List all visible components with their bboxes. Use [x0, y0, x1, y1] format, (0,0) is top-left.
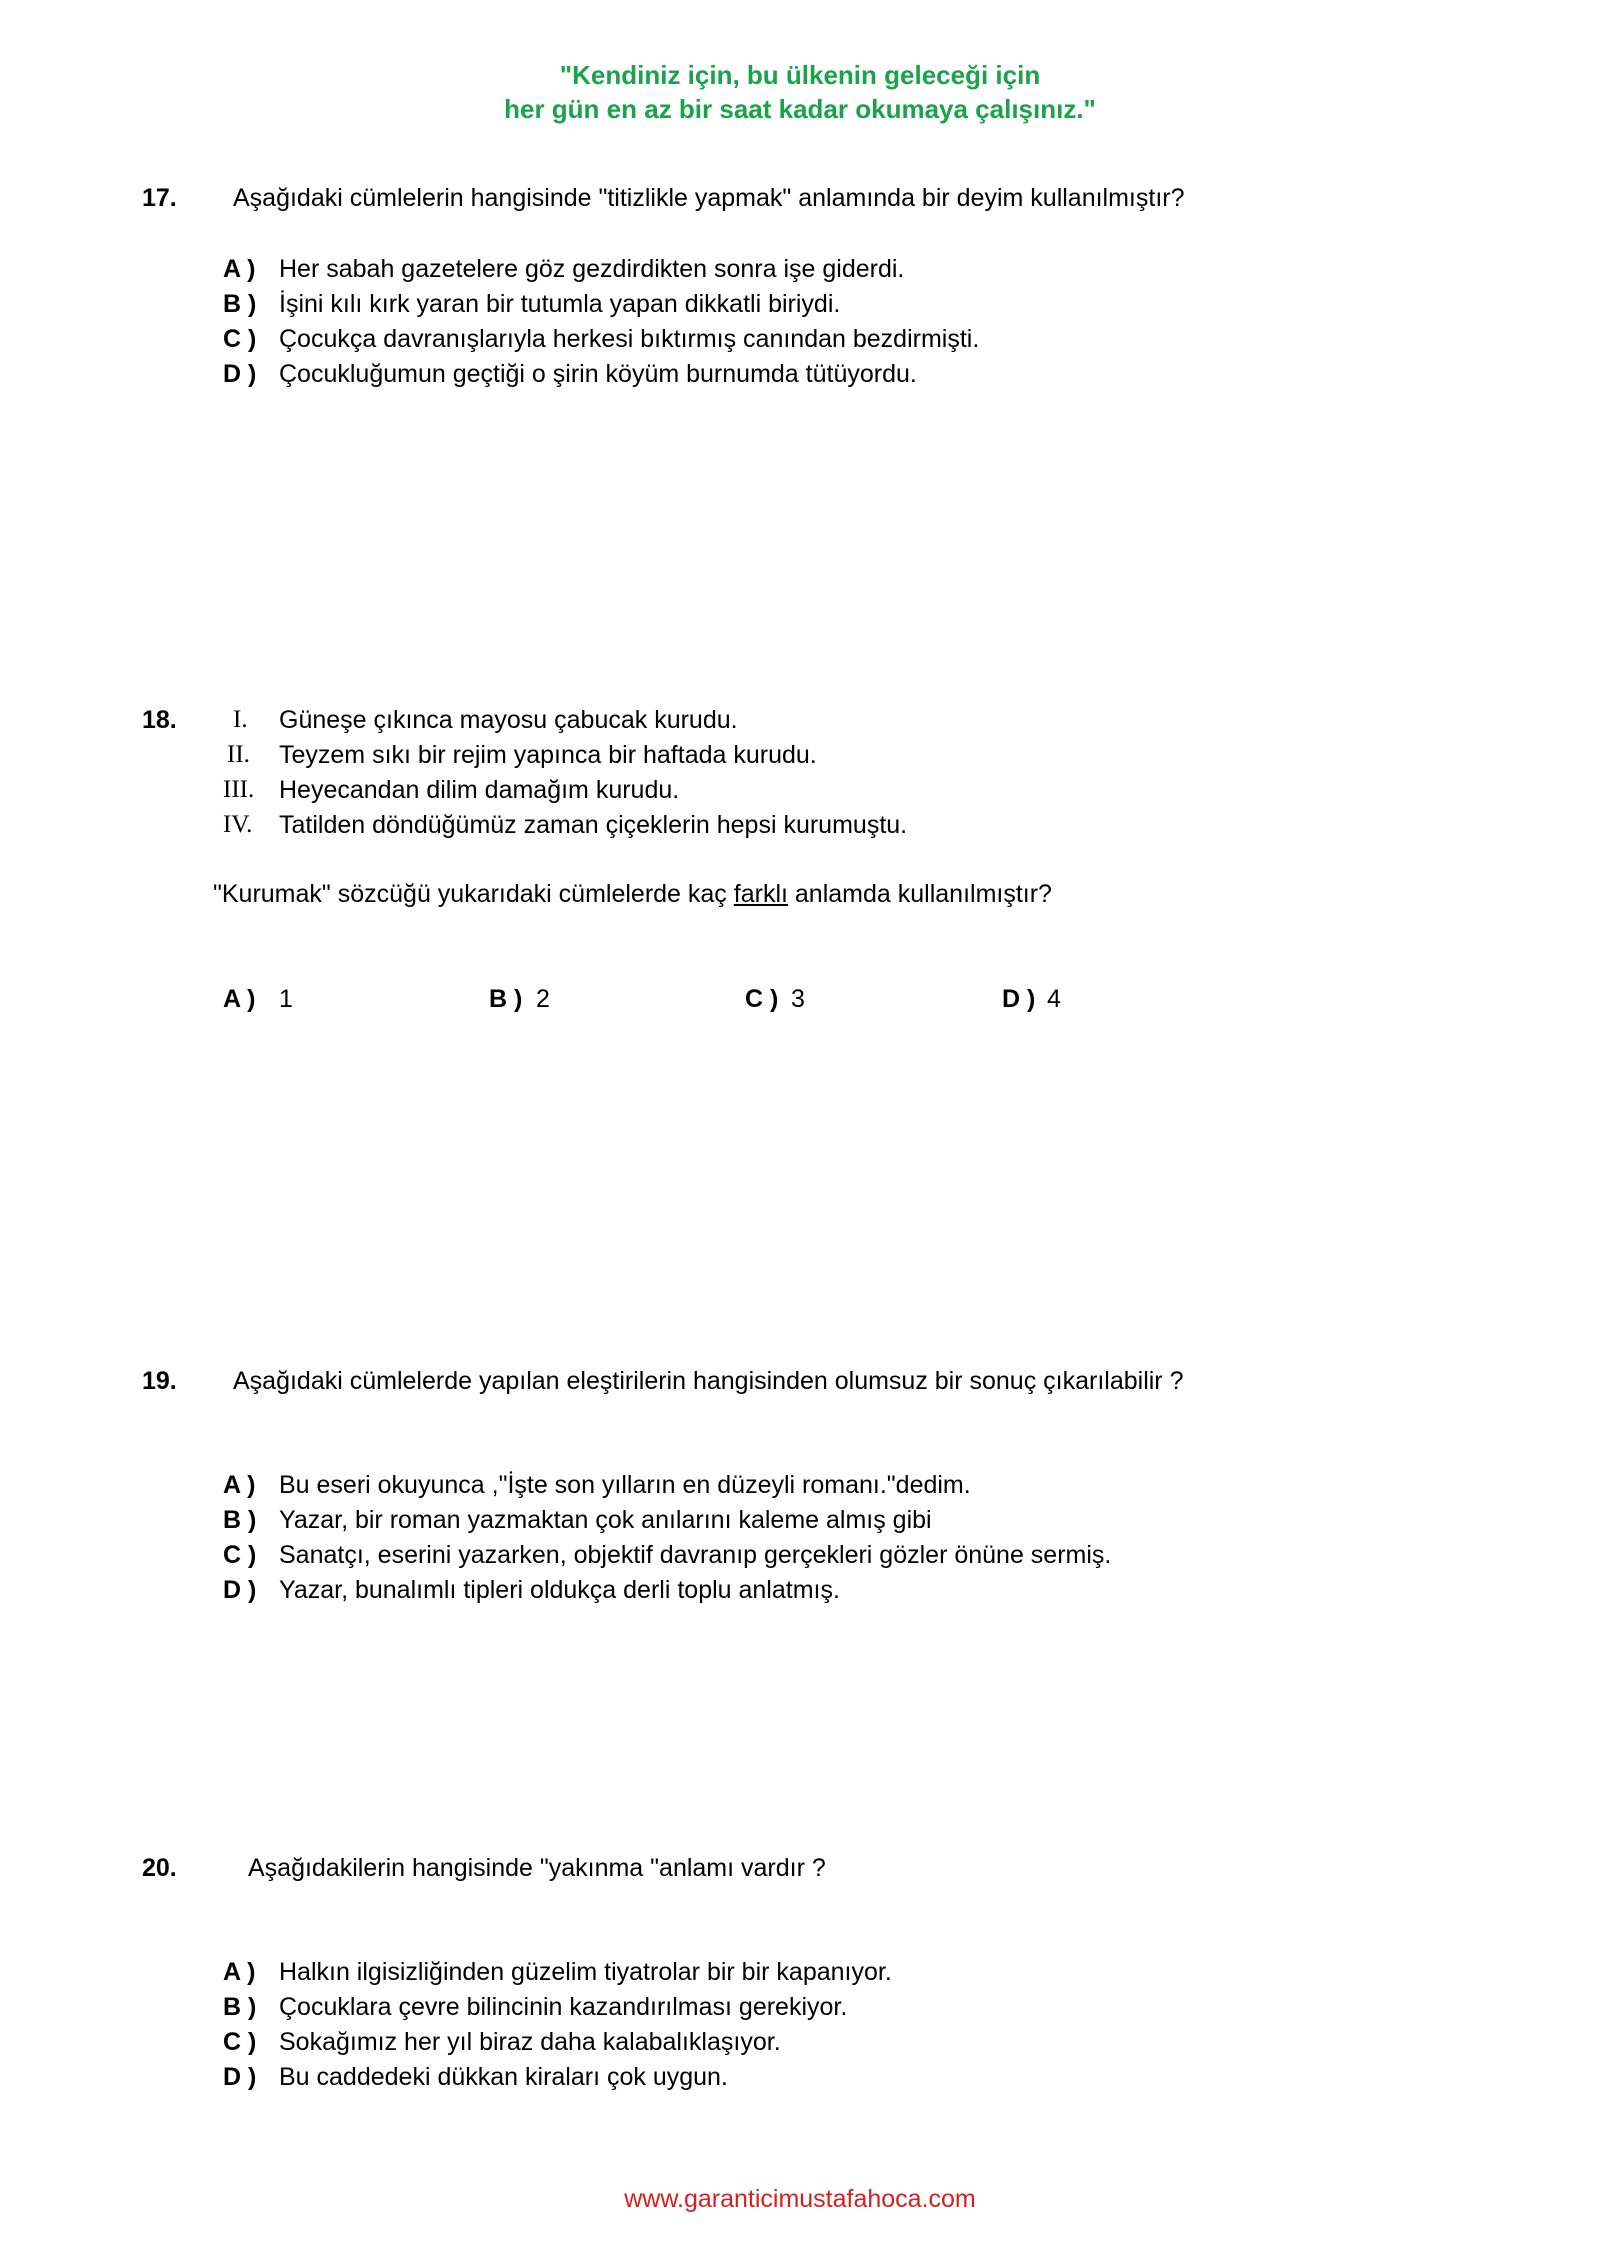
option-letter: B ) [223, 290, 257, 318]
stem-after: anlamda kullanılmıştır? [787, 880, 1052, 908]
option-text: Sokağımız her yıl biraz daha kalabalıklaşıyor. [279, 2028, 781, 2056]
statement-text: Heyecandan dilim damağım kurudu. [279, 776, 680, 804]
option-letter: C ) [223, 2028, 257, 2056]
option-letter: C ) [223, 1541, 257, 1569]
option-text: Çocukluğumun geçtiği o şirin köyüm burnumda tütüyordu. [279, 360, 917, 388]
option-letter: B ) [489, 985, 523, 1013]
option-letter: A ) [223, 255, 256, 283]
option-text: 3 [791, 985, 805, 1013]
option-letter: D ) [223, 1576, 257, 1604]
footer-website-link[interactable]: www.garanticimustafahoca.com [624, 2185, 976, 2213]
statement-text: Teyzem sıkı bir rejim yapınca bir haftada kurudu. [279, 741, 817, 769]
option-letter: A ) [223, 1958, 256, 1986]
question-number: 20. [142, 1854, 177, 1882]
option-text: Her sabah gazetelere göz gezdirdikten sonra işe giderdi. [279, 255, 905, 283]
statement-roman: IV. [223, 811, 253, 838]
option-letter: C ) [745, 985, 779, 1013]
option-letter: B ) [223, 1506, 257, 1534]
option-letter: A ) [223, 1471, 256, 1499]
option-text: Yazar, bunalımlı tipleri oldukça derli toplu anlatmış. [279, 1576, 840, 1604]
question-text: Aşağıdaki cümlelerin hangisinde "titizlikle yapmak" anlamında bir deyim kullanılmıştır? [233, 184, 1185, 212]
option-letter: B ) [223, 1993, 257, 2021]
option-letter: D ) [223, 360, 257, 388]
header-line-2: her gün en az bir saat kadar okumaya çalışınız." [504, 94, 1096, 124]
option-letter: C ) [223, 325, 257, 353]
option-letter: A ) [223, 985, 256, 1013]
option-text: İşini kılı kırk yaran bir tutumla yapan dikkatli biriydi. [279, 290, 841, 318]
option-text: 1 [279, 985, 293, 1013]
question-stem [213, 880, 1052, 909]
option-letter: D ) [223, 2063, 257, 2091]
option-text: Yazar, bir roman yazmaktan çok anılarını kaleme almış gibi [279, 1506, 932, 1534]
option-text: Sanatçı, eserini yazarken, objektif davranıp gerçekleri gözler önüne sermiş. [279, 1541, 1112, 1569]
option-text: Halkın ilgisizliğinden güzelim tiyatrolar bir bir kapanıyor. [279, 1958, 892, 1986]
option-text: Bu caddedeki dükkan kiraları çok uygun. [279, 2063, 728, 2091]
question-text: Aşağıdakilerin hangisinde "yakınma "anlamı vardır ? [248, 1854, 826, 1882]
option-letter: D ) [1002, 985, 1036, 1013]
stem-before: "Kurumak" sözcüğü yukarıdaki cümlelerde kaç [213, 880, 734, 908]
statement-roman: I. [233, 706, 248, 733]
statement-text: Tatilden döndüğümüz zaman çiçeklerin hepsi kurumuştu. [279, 811, 908, 839]
question-number: 19. [142, 1367, 177, 1395]
question-text: Aşağıdaki cümlelerde yapılan eleştirilerin hangisinden olumsuz bir sonuç çıkarılabilir ? [233, 1367, 1184, 1395]
stem-underlined: farklı [733, 880, 788, 908]
statement-roman: III. [223, 776, 255, 803]
statement-roman: II. [227, 741, 250, 768]
option-text: 4 [1047, 985, 1061, 1013]
statement-text: Güneşe çıkınca mayosu çabucak kurudu. [279, 706, 738, 734]
option-text: Çocuklara çevre bilincinin kazandırılması gerekiyor. [279, 1993, 848, 2021]
header-line-1: "Kendiniz için, bu ülkenin geleceği için [559, 60, 1041, 90]
question-number: 17. [142, 184, 177, 212]
option-text: Bu eseri okuyunca ,"İşte son yılların en düzeyli romanı."dedim. [279, 1471, 971, 1499]
question-number: 18. [142, 706, 177, 734]
option-text: Çocukça davranışlarıyla herkesi bıktırmış canından bezdirmişti. [279, 325, 980, 353]
option-text: 2 [536, 985, 550, 1013]
